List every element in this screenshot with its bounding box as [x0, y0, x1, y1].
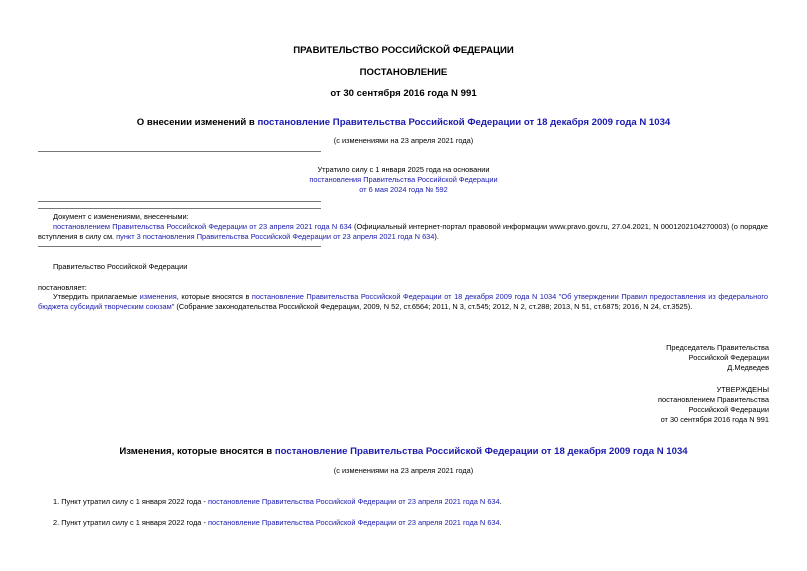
- resolves-line: постановляет:: [38, 283, 87, 292]
- approved-line: от 30 сентября 2016 года N 991: [660, 415, 769, 424]
- divider: [38, 246, 321, 247]
- title-prefix: О внесении изменений в: [136, 117, 258, 128]
- revision-note: (с изменениями на 23 апреля 2021 года): [333, 136, 474, 145]
- item-end: .: [499, 497, 502, 506]
- signature-org: Российской Федерации: [688, 353, 769, 362]
- item-link[interactable]: постановление Правительства Российской Федерации от 23 апреля 2021 года N 634: [207, 518, 500, 527]
- divider: [38, 151, 321, 152]
- approve-text: (Собрание законодательства Российской Федерации, 2009, N 52, ст.6564; 2011, N 3, ст.545; 2012, N 2, ст.288; 2013, N 51, ст.6875; 2016, N 24, ст.3525).: [174, 302, 693, 311]
- section-title-prefix: Изменения, которые вносятся в: [119, 446, 275, 457]
- amendments-intro: Документ с изменениями, внесенными:: [53, 212, 189, 221]
- signature-block: [666, 343, 769, 373]
- government-line: Правительство Российской Федерации: [53, 262, 188, 271]
- section-title: [0, 446, 807, 457]
- document-type: ПОСТАНОВЛЕНИЕ: [359, 67, 448, 78]
- signature-name: Д.Медведев: [727, 363, 769, 372]
- amendment-end: ).: [434, 232, 439, 241]
- section-revision-note: (с изменениями на 23 апреля 2021 года): [333, 466, 474, 475]
- item-link[interactable]: постановление Правительства Российской Федерации от 23 апреля 2021 года N 634: [207, 497, 500, 506]
- amendment-source: (Официальный интернет-портал правовой информации www.pravo.gov.ru, 27.04.2021, N 0001202104270003) (о порядке вступления в силу см.: [38, 222, 768, 241]
- divider: [38, 208, 321, 209]
- changes-link[interactable]: изменения: [139, 292, 177, 301]
- divider: [38, 201, 321, 202]
- expired-basis-link-date[interactable]: от 6 мая 2024 года № 592: [359, 185, 448, 194]
- amendments-info: [38, 222, 768, 242]
- approved-line: постановлением Правительства: [658, 395, 769, 404]
- title-link[interactable]: постановление Правительства Российской Федерации от 18 декабря 2009 года N 1034: [257, 117, 671, 128]
- item-end: .: [499, 518, 502, 527]
- list-item: [53, 518, 502, 528]
- approve-paragraph: [38, 292, 768, 312]
- document-title: [0, 117, 807, 128]
- approved-line: Российской Федерации: [688, 405, 769, 414]
- list-item: [53, 497, 502, 507]
- approve-text: , которые вносятся в: [176, 292, 252, 301]
- item-text: 1. Пункт утратил силу с 1 января 2022 года -: [53, 497, 208, 506]
- expired-basis-link[interactable]: постановления Правительства Российской Федерации: [309, 175, 498, 184]
- signature-title: Председатель Правительства: [666, 343, 769, 352]
- government-heading: ПРАВИТЕЛЬСТВО РОССИЙСКОЙ ФЕДЕРАЦИИ: [293, 45, 514, 56]
- approved-heading: УТВЕРЖДЕНЫ: [716, 385, 769, 394]
- approved-block: [658, 385, 769, 425]
- section-title-link[interactable]: постановление Правительства Российской Федерации от 18 декабря 2009 года N 1034: [274, 446, 688, 457]
- resolution-1034-link[interactable]: постановление Правительства Российской Федерации от 18 декабря 2009 года N 1034 "Об утверждении Правил предоставления из федерального бюджета субсидий творческим союзам": [38, 292, 768, 311]
- amendment-link[interactable]: постановлением Правительства Российской Федерации от 23 апреля 2021 года N 634: [53, 222, 352, 231]
- entry-into-force-link[interactable]: пункт 3 постановления Правительства Российской Федерации от 23 апреля 2021 года N 634: [116, 232, 435, 241]
- approve-text: Утвердить прилагаемые: [53, 292, 140, 301]
- document-date-number: от 30 сентября 2016 года N 991: [330, 88, 477, 99]
- item-text: 2. Пункт утратил силу с 1 января 2022 года -: [53, 518, 208, 527]
- expired-notice-line: Утратило силу с 1 января 2025 года на основании: [317, 165, 490, 174]
